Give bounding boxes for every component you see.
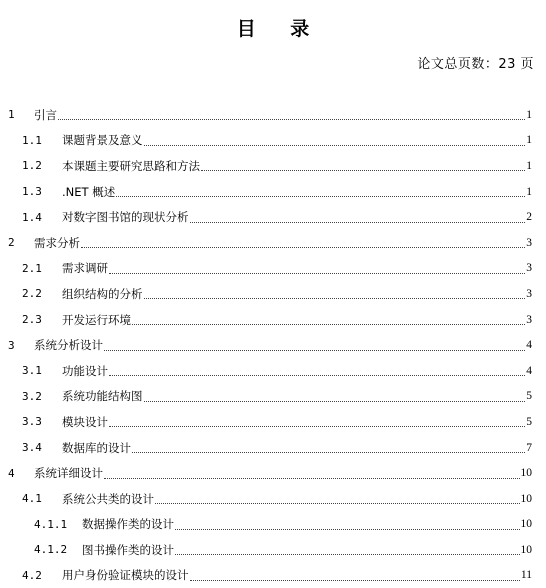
toc-entry-page: 4 <box>526 339 532 352</box>
toc-entry-title: 功能设计 <box>62 363 108 378</box>
dot-leader <box>116 196 525 197</box>
toc-entry-number: 3.4 <box>22 441 42 455</box>
dot-leader <box>144 298 526 299</box>
toc-entry[interactable] <box>0 307 546 333</box>
toc-entry-page: 1 <box>526 159 532 172</box>
toc-entry-number: 3.2 <box>22 389 42 403</box>
toc-entry-number: 2.3 <box>22 313 42 327</box>
toc-entry-title: 模块设计 <box>62 414 108 429</box>
dot-leader <box>104 478 520 479</box>
toc-entry-number: 4.1.1 <box>34 517 68 531</box>
toc-entry-title: 系统详细设计 <box>34 466 103 481</box>
toc-entry-page: 2 <box>526 211 532 224</box>
toc-entry-title: 系统分析设计 <box>34 338 103 353</box>
toc-entry-page: 1 <box>526 134 532 147</box>
toc-entry[interactable] <box>0 256 546 282</box>
toc-entry-number: 2.1 <box>22 261 42 275</box>
toc-entry-page: 3 <box>526 287 532 300</box>
dot-leader <box>81 247 525 248</box>
toc-entry-number: 4 <box>8 466 15 480</box>
toc-entry[interactable] <box>0 153 546 179</box>
toc-entry[interactable] <box>0 435 546 461</box>
toc-entry[interactable] <box>0 486 546 512</box>
table-of-contents <box>0 102 546 588</box>
dot-leader <box>144 145 526 146</box>
toc-entry[interactable] <box>0 281 546 307</box>
toc-entry-page: 7 <box>526 441 532 454</box>
toc-entry-page: 1 <box>526 185 532 198</box>
toc-entry-title: 对数字图书馆的现状分析 <box>62 210 189 225</box>
dot-leader <box>58 119 525 120</box>
toc-entry-number: 3.1 <box>22 364 42 378</box>
toc-entry-number: 3 <box>8 338 15 352</box>
toc-entry[interactable] <box>0 204 546 230</box>
dot-leader <box>109 426 525 427</box>
toc-entry[interactable] <box>0 460 546 486</box>
toc-entry[interactable] <box>0 563 546 588</box>
toc-entry-title: 系统公共类的设计 <box>62 491 154 506</box>
toc-entry-page: 10 <box>520 518 532 531</box>
toc-entry[interactable] <box>0 102 546 128</box>
toc-entry-page: 5 <box>526 390 532 403</box>
dot-leader <box>132 324 525 325</box>
dot-leader <box>132 452 525 453</box>
toc-entry-number: 4.1.2 <box>34 543 68 557</box>
toc-entry-number: 1.4 <box>22 210 42 224</box>
toc-entry-page: 10 <box>520 492 532 505</box>
toc-entry-page: 10 <box>520 467 532 480</box>
toc-entry[interactable] <box>0 128 546 154</box>
dot-leader <box>190 222 526 223</box>
dot-leader <box>175 529 520 530</box>
toc-entry[interactable] <box>0 358 546 384</box>
toc-entry[interactable] <box>0 332 546 358</box>
toc-entry[interactable] <box>0 409 546 435</box>
toc-entry-title: 组织结构的分析 <box>62 286 143 301</box>
toc-entry-number: 1.1 <box>22 133 42 147</box>
toc-entry-number: 1.2 <box>22 159 42 173</box>
toc-entry-number: 2.2 <box>22 287 42 301</box>
toc-entry-title: 课题背景及意义 <box>62 133 143 148</box>
dot-leader <box>201 170 525 171</box>
toc-entry-page: 5 <box>526 415 532 428</box>
toc-entry-title: 引言 <box>34 107 57 122</box>
toc-entry-title: 开发运行环境 <box>62 312 131 327</box>
toc-entry-title: .NET 概述 <box>62 184 116 199</box>
toc-entry-title: 图书操作类的设计 <box>82 542 174 557</box>
toc-entry-number: 4.1 <box>22 492 42 506</box>
toc-entry-title: 需求调研 <box>62 261 108 276</box>
toc-entry[interactable] <box>0 512 546 538</box>
toc-entry[interactable] <box>0 230 546 256</box>
toc-entry-page: 3 <box>526 313 532 326</box>
toc-entry-page: 3 <box>526 236 532 249</box>
toc-entry-page: 4 <box>526 364 532 377</box>
toc-entry-title: 系统功能结构图 <box>62 389 143 404</box>
toc-entry-title: 用户身份验证模块的设计 <box>62 568 189 583</box>
dot-leader <box>155 503 520 504</box>
toc-entry-number: 4.2 <box>22 568 42 582</box>
toc-entry-number: 1.3 <box>22 185 42 199</box>
dot-leader <box>175 554 520 555</box>
toc-entry-page: 10 <box>520 543 532 556</box>
dot-leader <box>104 350 525 351</box>
toc-entry-number: 3.3 <box>22 415 42 429</box>
toc-entry-title: 需求分析 <box>34 235 80 250</box>
toc-entry-number: 1 <box>8 108 15 122</box>
toc-entry[interactable] <box>0 384 546 410</box>
total-page-count: 论文总页数：23 页 <box>417 57 534 72</box>
toc-entry-title: 数据库的设计 <box>62 440 131 455</box>
dot-leader <box>109 375 525 376</box>
toc-entry[interactable] <box>0 537 546 563</box>
toc-entry-title: 数据操作类的设计 <box>82 517 174 532</box>
toc-entry-number: 2 <box>8 236 15 250</box>
toc-entry-page: 1 <box>526 108 532 121</box>
toc-entry-page: 3 <box>526 262 532 275</box>
dot-leader <box>144 401 526 402</box>
toc-entry[interactable] <box>0 179 546 205</box>
toc-entry-title: 本课题主要研究思路和方法 <box>62 158 200 173</box>
dot-leader <box>109 273 525 274</box>
toc-entry-page: 11 <box>520 569 532 582</box>
page-title: 目 录 <box>236 18 324 40</box>
